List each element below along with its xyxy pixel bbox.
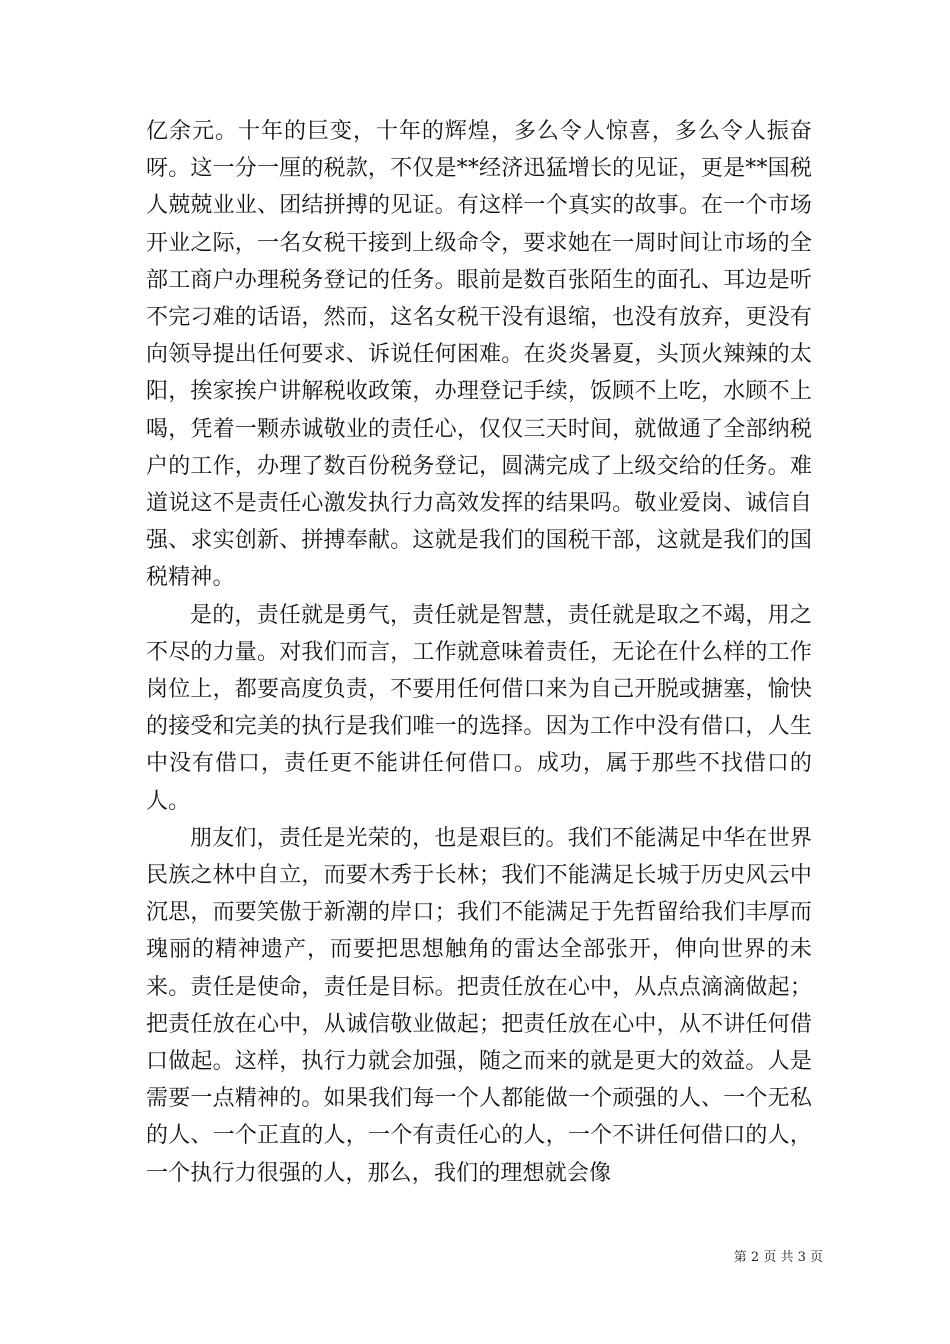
page-number-footer: 第 2 页 共 3 页 (733, 1250, 823, 1265)
paragraph-2: 是的，责任就是勇气，责任就是智慧，责任就是取之不竭，用之不尽的力量。对我们而言，工作就意味着责任，无论在什么样的工作岗位上，都要高度负责，不要用任何借口来为自己开脱或搪塞，愉快的接受和完美的执行是我们唯一的选择。因为工作中没有借口，人生中没有借口，责任更不能讲任何借口。成功，属于那些不找借口的人。 (146, 602, 812, 814)
paragraph-1: 亿余元。十年的巨变，十年的辉煌，多么令人惊喜，多么令人振奋呀。这一分一厘的税款，不仅是**经济迅猛增长的见证，更是**国税人兢兢业业、团结拼搏的见证。有这样一个真实的故事。在一个市场开业之际，一名女税干接到上级命令，要求她在一周时间让市场的全部工商户办理税务登记的任务。眼前是数百张陌生的面孔、耳边是听不完刁难的话语，然而，这名女税干没有退缩，也没有放弃，更没有向领导提出任何要求、诉说任何困难。在炎炎暑夏，头顶火辣辣的太阳，挨家挨户讲解税收政策，办理登记手续，饭顾不上吃，水顾不上喝，凭着一颗赤诚敬业的责任心，仅仅三天时间，就做通了全部纳税户的工作，办理了数百份税务登记，圆满完成了上级交给的任务。难道说这不是责任心激发执行力高效发挥的结果吗。敬业爱岗、诚信自强、求实创新、拼搏奉献。这就是我们的国税干部，这就是我们的国税精神。 (146, 119, 812, 591)
paragraph-3: 朋友们，责任是光荣的，也是艰巨的。我们不能满足中华在世界民族之林中自立，而要木秀于长林；我们不能满足长城于历史风云中沉思，而要笑傲于新潮的岸口；我们不能满足于先哲留给我们丰厚而瑰丽的精神遗产，而要把思想触角的雷达全部张开，伸向世界的未来。责任是使命，责任是目标。把责任放在心中，从点点滴滴做起；把责任放在心中，从诚信敬业做起；把责任放在心中，从不讲任何借口做起。这样，执行力就会加强，随之而来的就是更大的效益。人是需要一点精神的。如果我们每一个人都能做一个顽强的人、一个无私的人、一个正直的人，一个有责任心的人，一个不讲任何借口的人，一个执行力很强的人，那么，我们的理想就会像 (146, 825, 812, 1186)
body-text (146, 113, 812, 1192)
